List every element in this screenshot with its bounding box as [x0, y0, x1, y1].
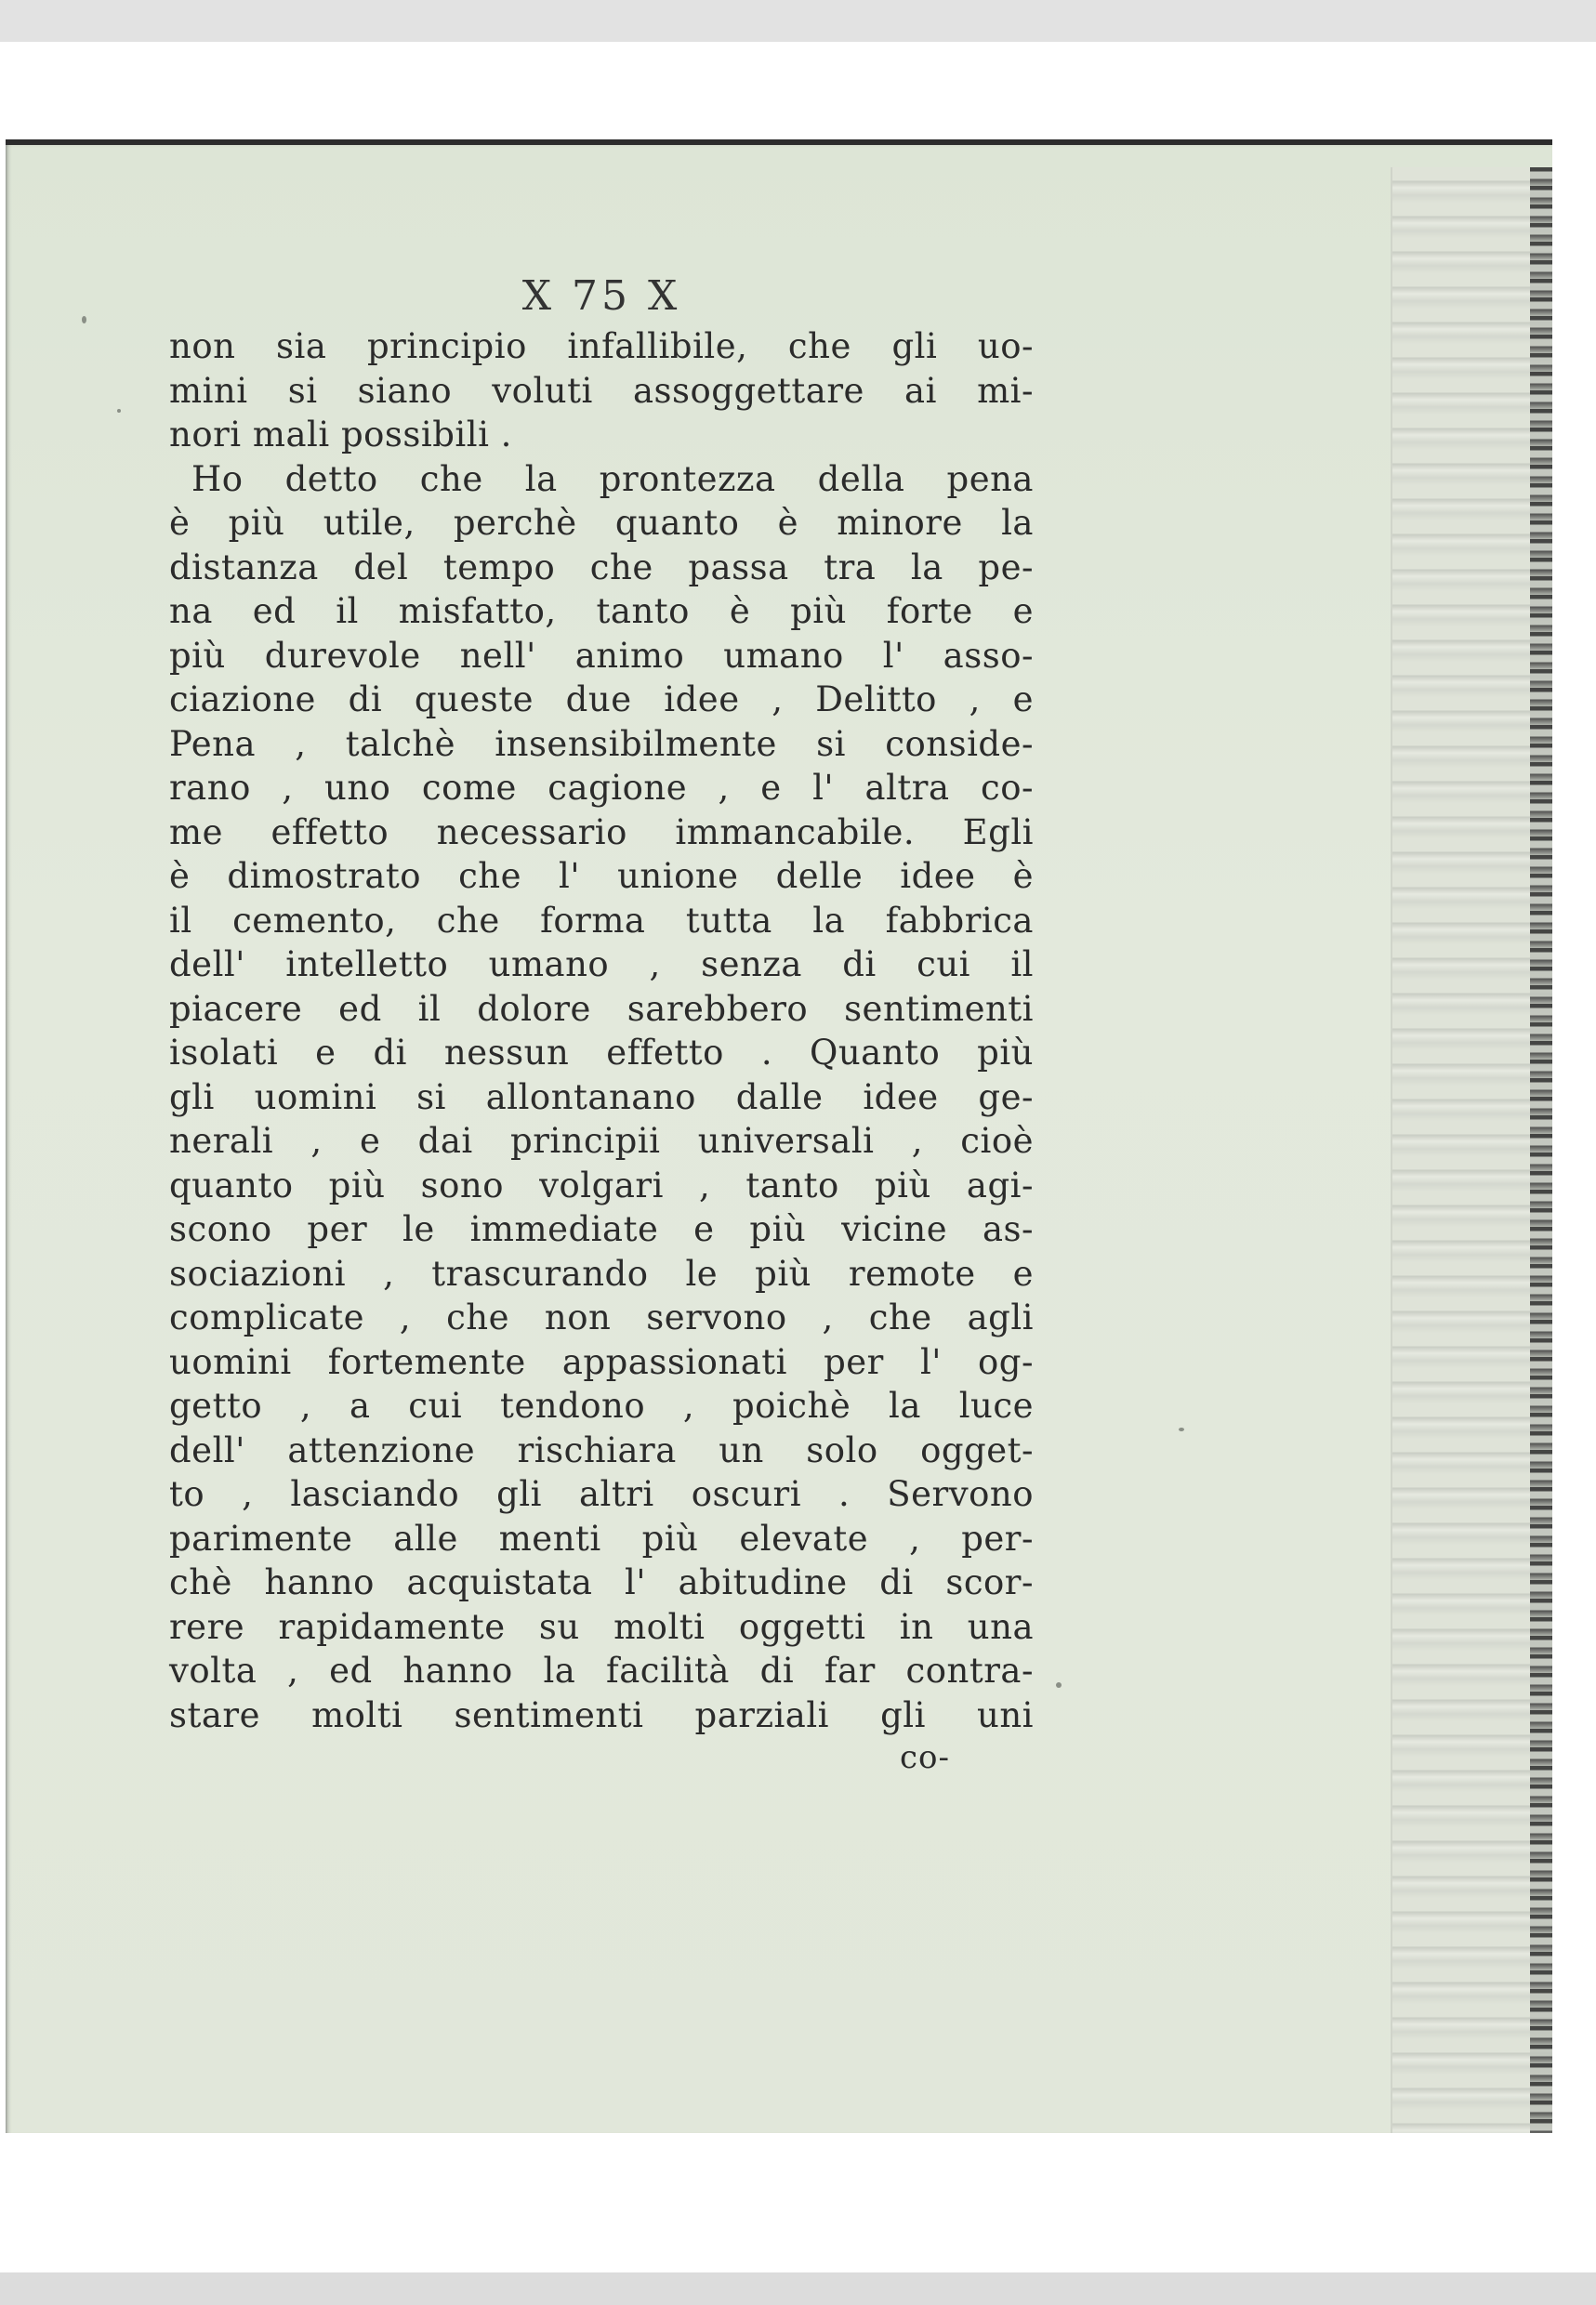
text-line: Pena , talchè insensibilmente si conside- [169, 723, 1034, 764]
text-line: gli uomini si allontanano dalle idee ge- [169, 1076, 1034, 1117]
text-line: rano , uno come cagione , e l' altra co- [169, 768, 1034, 808]
scan-frame-top [0, 0, 1596, 42]
adjacent-page-strip [1391, 167, 1552, 2133]
paper-speck [117, 409, 121, 413]
adjacent-page-edge [1530, 167, 1552, 2133]
page-top-edge [6, 139, 1552, 145]
text-line: dell' attenzione rischiara un solo ogget- [169, 1429, 1034, 1470]
text-line: Ho detto che la prontezza della pena [191, 458, 1034, 499]
catchword: co- [900, 1739, 950, 1776]
text-line: getto , a cui tendono , poichè la luce [169, 1386, 1034, 1426]
text-line: è dimostrato che l' unione delle idee è [169, 856, 1034, 896]
text-line: parimente alle menti più elevate , per- [169, 1518, 1034, 1559]
text-line: piacere ed il dolore sarebbero sentimenti [169, 988, 1034, 1029]
text-line: me effetto necessario immancabile. Egli [169, 811, 1034, 852]
text-line: mini si siano voluti assoggettare ai mi- [169, 370, 1034, 411]
text-line: uomini fortemente appassionati per l' og- [169, 1341, 1034, 1382]
text-line: complicate , che non servono , che agli [169, 1297, 1034, 1337]
text-line: il cemento, che forma tutta la fabbrica [169, 900, 1034, 941]
scanned-page [6, 139, 1552, 2133]
text-line: nori mali possibili . [169, 415, 512, 454]
text-line: stare molti sentimenti parziali gli uni [169, 1694, 1034, 1735]
paper-speck [1056, 1682, 1062, 1688]
text-line: volta , ed hanno la facilità di far contra- [169, 1651, 1034, 1691]
paper-speck [82, 316, 86, 323]
page-number-header: X 75 X [521, 272, 681, 320]
text-line: scono per le immediate e più vicine as- [169, 1209, 1034, 1249]
text-line: distanza del tempo che passa tra la pe- [169, 547, 1034, 587]
text-line: non sia principio infallibile, che gli uo- [169, 326, 1034, 366]
text-line: chè hanno acquistata l' abitudine di scor- [169, 1562, 1034, 1602]
text-line: dell' intelletto umano , senza di cui il [169, 944, 1034, 984]
text-line: nerali , e dai principii universali , cioè [169, 1121, 1034, 1161]
text-line: na ed il misfatto, tanto è più forte e [169, 591, 1034, 631]
text-line: ciazione di queste due idee , Delitto , e [169, 679, 1034, 719]
text-line: isolati e di nessun effetto . Quanto più [169, 1033, 1034, 1073]
page-text-block [169, 272, 1034, 1778]
text-line: rere rapidamente su molti oggetti in una [169, 1606, 1034, 1647]
text-line: più durevole nell' animo umano l' asso- [169, 635, 1034, 676]
text-line: to , lasciando gli altri oscuri . Servono [169, 1474, 1034, 1514]
text-line: è più utile, perchè quanto è minore la [169, 503, 1034, 543]
scan-frame-bottom [0, 2272, 1596, 2305]
text-line: quanto più sono volgari , tanto più agi- [169, 1165, 1034, 1205]
paper-speck [1179, 1428, 1184, 1431]
text-line: sociazioni , trascurando le più remote e [169, 1253, 1034, 1294]
